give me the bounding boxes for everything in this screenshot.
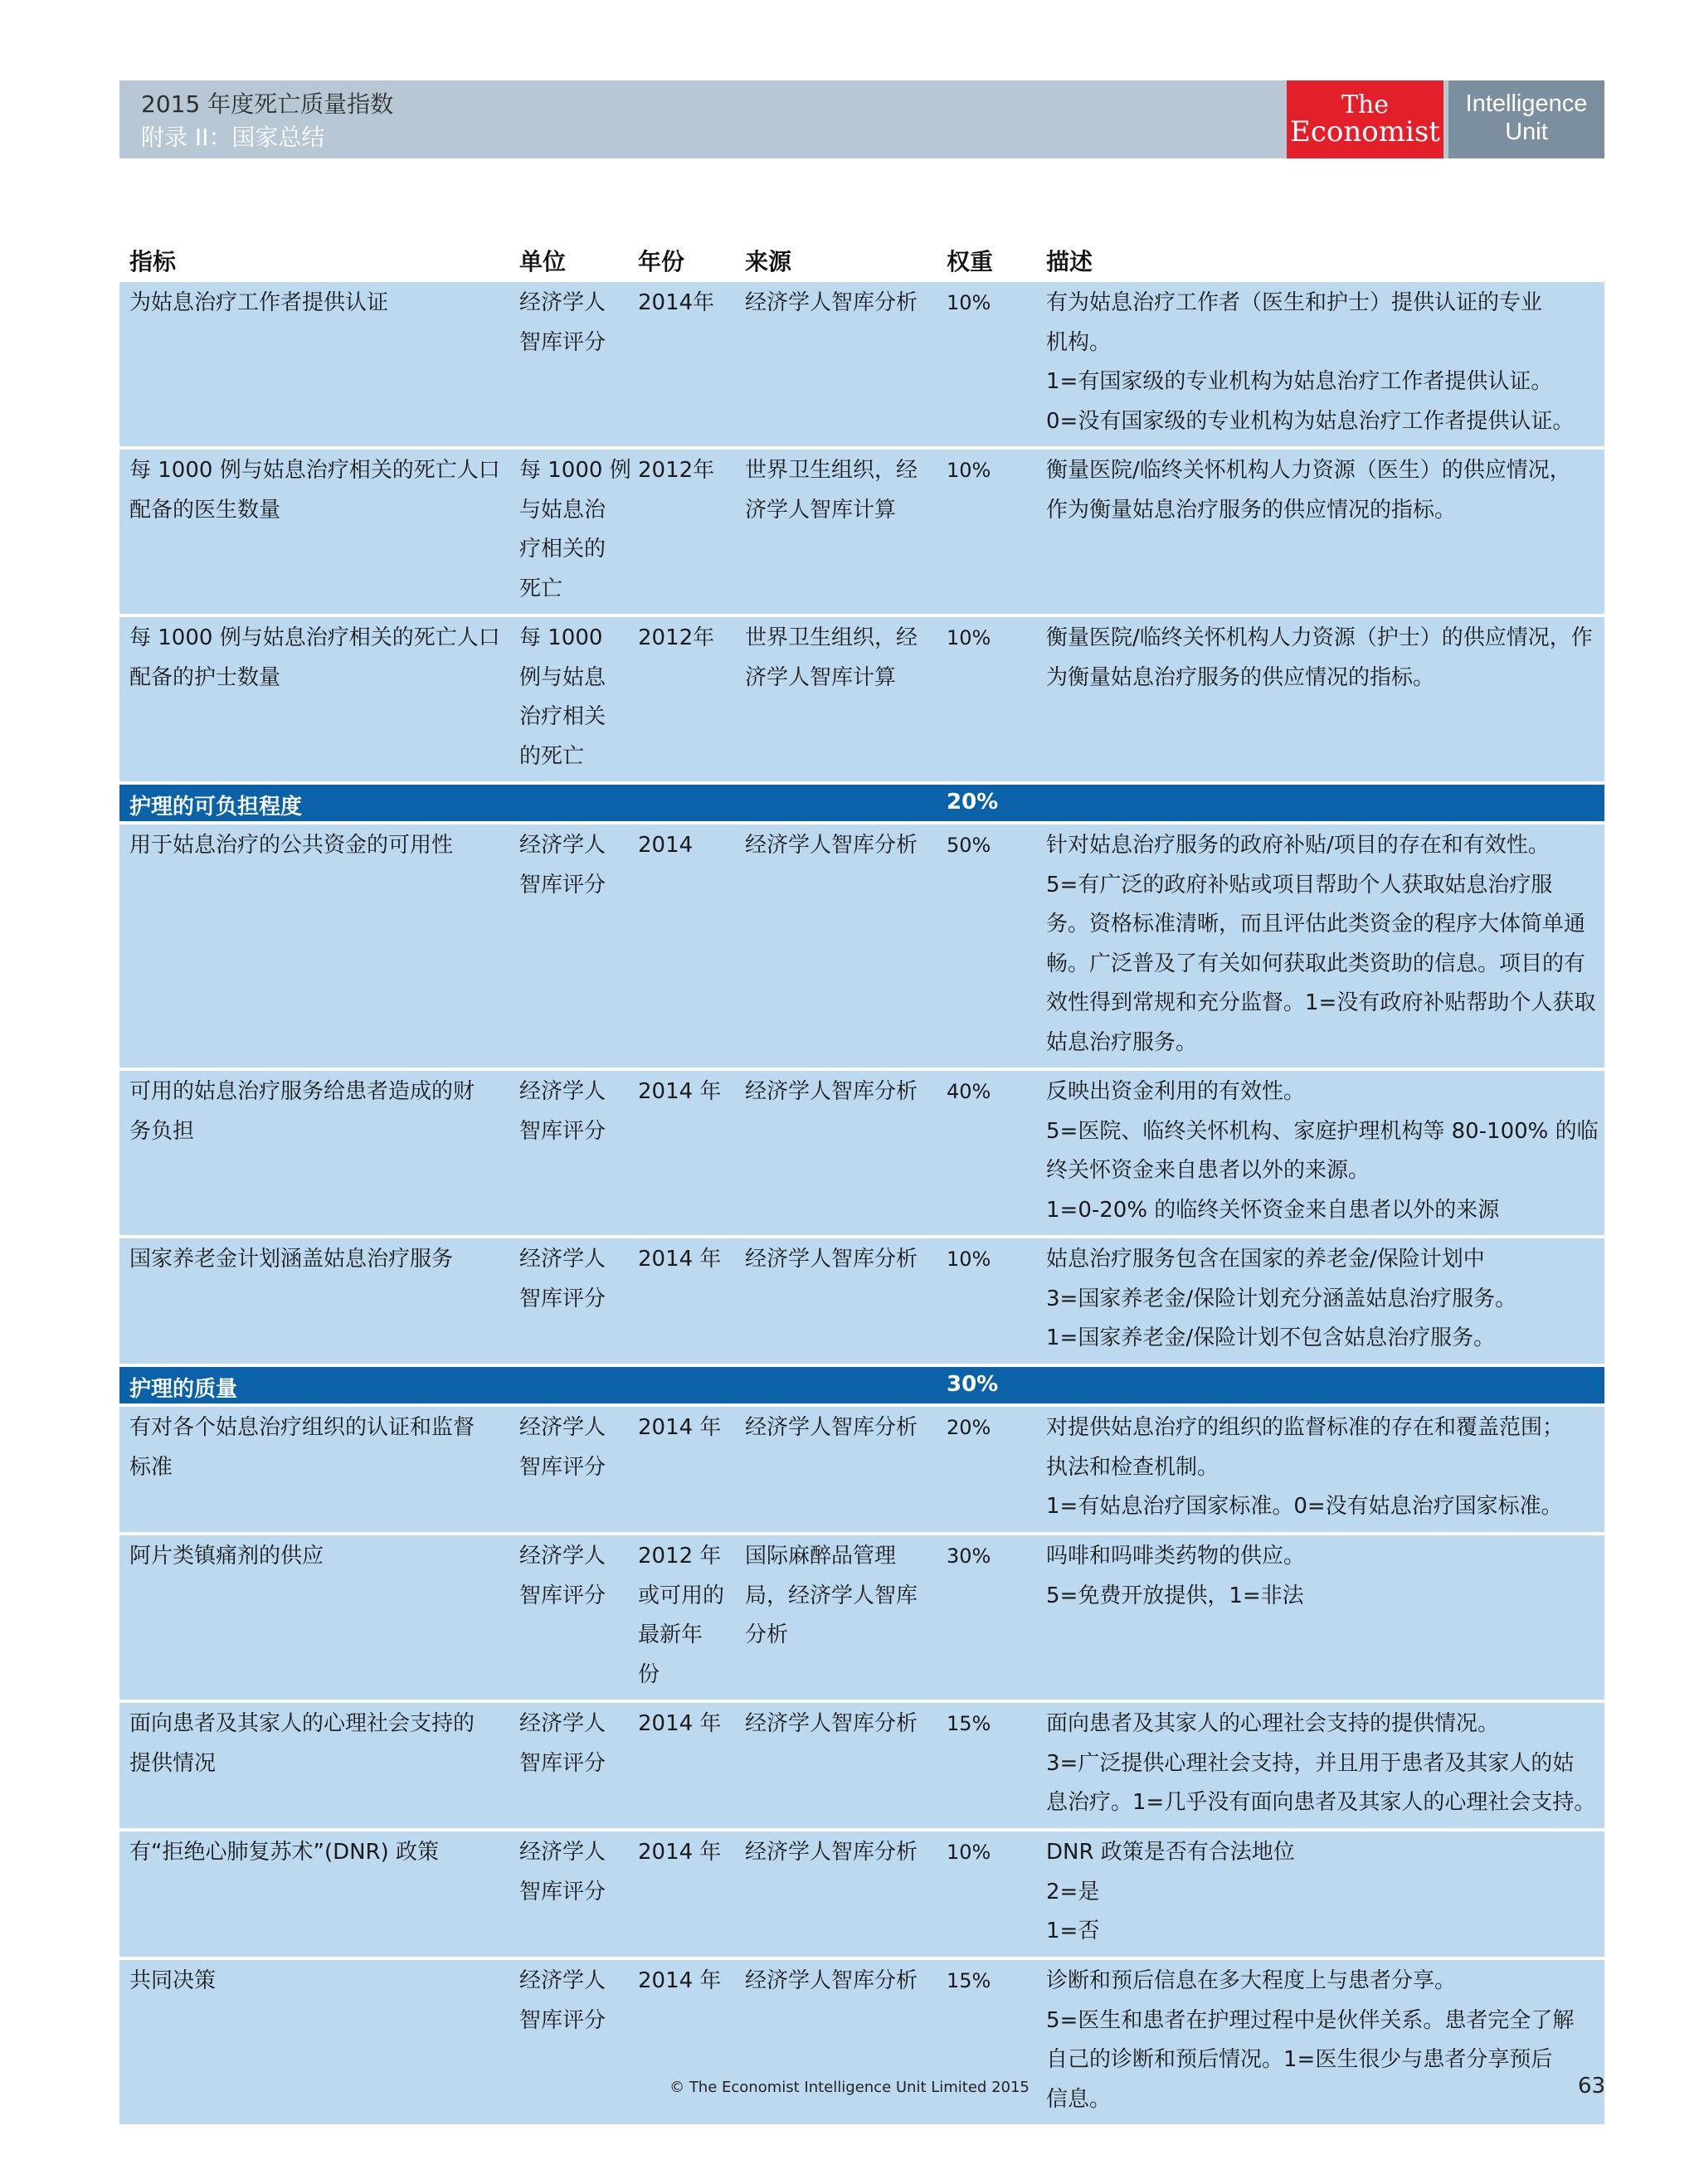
- cell-line: 2012年: [638, 458, 715, 483]
- cell-line: 智库评分: [519, 1454, 606, 1480]
- cell-weight: [947, 1535, 1030, 1577]
- cell-line: 10%: [947, 459, 991, 482]
- cell-line: 2=是: [1046, 1879, 1100, 1904]
- cell-line: 智库评分: [519, 1879, 606, 1904]
- cell-line: 智库评分: [519, 872, 606, 897]
- cell-description: [1046, 1238, 1602, 1359]
- cell-indicator: [129, 1407, 507, 1487]
- cell-line: 0=没有国家级的专业机构为姑息治疗工作者提供认证。: [1046, 408, 1575, 434]
- cell-weight: [947, 824, 1030, 866]
- cell-line: 反映出资金利用的有效性。: [1046, 1079, 1306, 1104]
- cell-indicator: [129, 1238, 507, 1280]
- cell-indicator: [129, 1535, 507, 1577]
- table-row: [119, 617, 1604, 785]
- cell-weight: [947, 1703, 1030, 1744]
- cell-indicator: [129, 824, 507, 866]
- cell-line: 2014 年: [638, 1968, 722, 1993]
- cell-line: 1=否: [1046, 1919, 1100, 1943]
- cell-description: [1046, 1407, 1602, 1527]
- cell-line: 2014 年: [638, 1079, 722, 1104]
- cell-line: 经济学人智库分析: [745, 290, 918, 315]
- table-row: [119, 824, 1604, 1071]
- cell-unit: [519, 1407, 627, 1487]
- cell-source: [745, 1071, 936, 1112]
- logo-line-1: The: [1341, 90, 1390, 119]
- cell-unit: [519, 1535, 627, 1616]
- cell-line: 10%: [947, 291, 991, 314]
- cell-source: [745, 1238, 936, 1280]
- cell-line: 的死亡: [519, 743, 585, 769]
- cell-line: 吗啡和吗啡类药物的供应。: [1046, 1544, 1306, 1569]
- cell-line: 每 1000 例与姑息治疗相关的死亡人口: [129, 458, 500, 483]
- cell-line: 衡量医院/临终关怀机构人力资源（医生）的供应情况，: [1046, 458, 1571, 483]
- cell-source: [745, 1960, 936, 2002]
- cell-description: [1046, 1071, 1602, 1230]
- cell-line: 1=有国家级的专业机构为姑息治疗工作者提供认证。: [1046, 369, 1553, 394]
- column-header-year: 年份: [638, 248, 685, 275]
- table-row: [119, 450, 1604, 617]
- cell-line: 世界卫生组织，经: [745, 458, 918, 483]
- cell-unit: [519, 1831, 627, 1912]
- cell-line: 配备的医生数量: [129, 497, 281, 523]
- cell-unit: [519, 824, 627, 905]
- cell-line: 1=有姑息治疗国家标准。0=没有姑息治疗国家标准。: [1046, 1494, 1563, 1519]
- logo-unit-line-1: Intelligence: [1465, 90, 1588, 117]
- cell-line: 分析: [745, 1622, 789, 1647]
- cell-line: 5=医院、临终关怀机构、家庭护理机构等 80-100% 的临: [1046, 1118, 1599, 1144]
- cell-line: 2014年: [638, 290, 715, 315]
- cell-line: 机构。: [1046, 329, 1112, 355]
- cell-line: 2014: [638, 833, 694, 858]
- cell-line: 经济学人: [519, 1079, 606, 1104]
- cell-weight: [947, 1960, 1030, 2002]
- cell-line: 经济学人智库分析: [745, 1247, 918, 1272]
- cell-line: 智库评分: [519, 1583, 606, 1608]
- cell-line: 3=广泛提供心理社会支持，并且用于患者及其家人的姑: [1046, 1750, 1575, 1776]
- cell-line: 经济学人智库分析: [745, 1415, 918, 1440]
- table-group-availability: [119, 282, 1604, 785]
- cell-indicator: [129, 282, 507, 323]
- cell-line: 经济学人: [519, 1247, 606, 1272]
- section-weight: 20%: [947, 790, 999, 815]
- cell-year: [638, 1960, 738, 2002]
- cell-line: 2014 年: [638, 1711, 722, 1736]
- cell-source: [745, 450, 936, 530]
- cell-unit: [519, 282, 627, 362]
- section-label: 护理的可负担程度: [129, 795, 303, 820]
- cell-line: 1=0-20% 的临终关怀资金来自患者以外的来源: [1046, 1197, 1500, 1223]
- column-header-unit: 单位: [519, 248, 567, 275]
- table-row: [119, 1831, 1604, 1960]
- cell-line: 务。资格标准清晰，而且评估此类资金的程序大体简单通: [1046, 912, 1586, 936]
- cell-line: 世界卫生组织，经: [745, 625, 918, 650]
- cell-weight: [947, 617, 1030, 659]
- cell-line: 执法和检查机制。: [1046, 1454, 1219, 1480]
- table-row: [119, 1238, 1604, 1367]
- cell-line: 息治疗。1=几乎没有面向患者及其家人的心理社会支持。: [1046, 1790, 1596, 1815]
- indicator-table: [119, 241, 1604, 2128]
- cell-line: 共同决策: [129, 1968, 217, 1993]
- cell-line: 标准: [129, 1454, 173, 1480]
- cell-weight: [947, 1238, 1030, 1280]
- cell-line: 自己的诊断和预后情况。1=医生很少与患者分享预后: [1046, 2047, 1553, 2072]
- cell-line: 经济学人智库分析: [745, 1079, 918, 1104]
- cell-line: 经济学人智库分析: [745, 1711, 918, 1736]
- cell-line: 例与姑息: [519, 664, 606, 690]
- cell-indicator: [129, 617, 507, 698]
- table-group-affordability: [119, 824, 1604, 1367]
- cell-line: 畅。广泛普及了有关如何获取此类资助的信息。项目的有: [1046, 951, 1586, 976]
- cell-weight: [947, 1071, 1030, 1112]
- table-row: [119, 1960, 1604, 2128]
- cell-line: 配备的护士数量: [129, 664, 281, 690]
- cell-unit: [519, 1238, 627, 1319]
- cell-line: 经济学人: [519, 290, 606, 315]
- section-row-affordability: [119, 785, 1604, 824]
- cell-line: 阿片类镇痛剂的供应: [129, 1544, 324, 1569]
- cell-source: [745, 1407, 936, 1448]
- cell-line: 诊断和预后信息在多大程度上与患者分享。: [1046, 1968, 1457, 1993]
- column-header-description: 描述: [1046, 248, 1093, 275]
- cell-line: 15%: [947, 1969, 991, 1992]
- cell-source: [745, 617, 936, 698]
- section-label: 护理的质量: [129, 1377, 238, 1402]
- cell-line: 经济学人: [519, 1968, 606, 1993]
- cell-line: 面向患者及其家人的心理社会支持的提供情况。: [1046, 1711, 1500, 1736]
- cell-line: 终关怀资金来自患者以外的来源。: [1046, 1158, 1370, 1183]
- cell-line: 40%: [947, 1080, 991, 1103]
- cell-line: 10%: [947, 1841, 991, 1864]
- report-subtitle: 附录 II：国家总结: [141, 124, 325, 151]
- cell-line: 针对姑息治疗服务的政府补贴/项目的存在和有效性。: [1046, 833, 1550, 858]
- cell-description: [1046, 824, 1602, 1063]
- cell-source: [745, 1831, 936, 1873]
- cell-line: 效性得到常规和充分监督。1=没有政府补贴帮助个人获取: [1046, 990, 1596, 1015]
- cell-source: [745, 824, 936, 866]
- cell-line: 务负担: [129, 1118, 195, 1144]
- cell-line: 与姑息治: [519, 497, 606, 523]
- cell-line: 用于姑息治疗的公共资金的可用性: [129, 833, 454, 858]
- cell-description: [1046, 1535, 1602, 1616]
- cell-line: 智库评分: [519, 1750, 606, 1776]
- cell-line: 国家养老金计划涵盖姑息治疗服务: [129, 1247, 454, 1272]
- cell-year: [638, 1407, 738, 1448]
- cell-line: 10%: [947, 626, 991, 649]
- cell-line: 济学人智库计算: [745, 664, 897, 690]
- cell-line: 20%: [947, 1416, 991, 1439]
- column-header-source: 来源: [745, 248, 792, 275]
- cell-line: 或可用的: [638, 1583, 725, 1608]
- cell-line: 经济学人: [519, 833, 606, 858]
- cell-line: 经济学人智库分析: [745, 1840, 918, 1865]
- cell-unit: [519, 1960, 627, 2041]
- cell-line: 2014 年: [638, 1415, 722, 1440]
- cell-line: 衡量医院/临终关怀机构人力资源（护士）的供应情况，作: [1046, 625, 1593, 650]
- cell-source: [745, 282, 936, 323]
- page-number: 63: [1578, 2074, 1606, 2099]
- cell-line: 有“拒绝心肺复苏术”(DNR) 政策: [129, 1840, 440, 1865]
- cell-description: [1046, 282, 1602, 441]
- cell-line: 可用的姑息治疗服务给患者造成的财: [129, 1079, 475, 1104]
- cell-line: 2012 年: [638, 1544, 722, 1569]
- cell-line: 经济学人智库分析: [745, 833, 918, 858]
- cell-line: DNR 政策是否有合法地位: [1046, 1840, 1295, 1865]
- table-group-quality: [119, 1407, 1604, 2128]
- cell-weight: [947, 1831, 1030, 1873]
- cell-line: 姑息治疗服务。: [1046, 1029, 1198, 1055]
- cell-description: [1046, 1831, 1602, 1952]
- cell-line: 死亡: [519, 576, 563, 601]
- cell-year: [638, 1831, 738, 1873]
- cell-source: [745, 1535, 936, 1656]
- column-header-weight: 权重: [947, 248, 994, 275]
- cell-line: 每 1000 例: [519, 458, 631, 483]
- table-row: [119, 282, 1604, 450]
- cell-line: 面向患者及其家人的心理社会支持的: [129, 1711, 475, 1736]
- cell-line: 5=医生和患者在护理过程中是伙伴关系。患者完全了解: [1046, 2007, 1575, 2033]
- cell-line: 国际麻醉品管理: [745, 1544, 897, 1569]
- cell-line: 15%: [947, 1712, 991, 1735]
- logo-line-2: Economist: [1290, 115, 1440, 148]
- cell-indicator: [129, 1703, 507, 1783]
- table-header: [119, 241, 1604, 282]
- cell-indicator: [129, 1831, 507, 1873]
- cell-line: 30%: [947, 1544, 991, 1568]
- cell-year: [638, 824, 738, 866]
- cell-unit: [519, 1703, 627, 1783]
- table-row: [119, 1703, 1604, 1831]
- cell-line: 2012年: [638, 625, 715, 650]
- cell-line: 2014 年: [638, 1247, 722, 1272]
- cell-line: 局，经济学人智库: [745, 1583, 918, 1608]
- cell-line: 3=国家养老金/保险计划充分涵盖姑息治疗服务。: [1046, 1286, 1517, 1311]
- cell-line: 信息。: [1046, 2086, 1112, 2112]
- table-row: [119, 1535, 1604, 1703]
- table-row: [119, 1071, 1604, 1238]
- cell-year: [638, 282, 738, 323]
- cell-line: 智库评分: [519, 1286, 606, 1311]
- cell-line: 5=免费开放提供，1=非法: [1046, 1583, 1304, 1608]
- copyright-notice: © The Economist Intelligence Unit Limited 2015: [669, 2079, 1030, 2096]
- intelligence-unit-logo: [1448, 80, 1604, 158]
- cell-line: 50%: [947, 834, 991, 857]
- cell-line: 经济学人: [519, 1711, 606, 1736]
- cell-source: [745, 1703, 936, 1744]
- cell-line: 疗相关的: [519, 537, 606, 562]
- cell-line: 有对各个姑息治疗组织的认证和监督: [129, 1415, 475, 1440]
- cell-line: 份: [638, 1661, 660, 1687]
- cell-unit: [519, 450, 631, 609]
- cell-line: 济学人智库计算: [745, 497, 897, 523]
- cell-year: [638, 1535, 738, 1695]
- cell-line: 2014 年: [638, 1840, 722, 1865]
- section-row-quality: [119, 1367, 1604, 1407]
- cell-year: [638, 450, 738, 491]
- cell-indicator: [129, 1960, 507, 2002]
- cell-line: 智库评分: [519, 329, 606, 355]
- cell-line: 每 1000 例与姑息治疗相关的死亡人口: [129, 625, 500, 650]
- cell-line: 姑息治疗服务包含在国家的养老金/保险计划中: [1046, 1247, 1485, 1272]
- cell-description: [1046, 1703, 1602, 1823]
- cell-line: 每 1000: [519, 625, 603, 650]
- cell-year: [638, 1071, 738, 1112]
- cell-year: [638, 1703, 738, 1744]
- cell-line: 有为姑息治疗工作者（医生和护士）提供认证的专业: [1046, 290, 1543, 315]
- logo-unit-line-2: Unit: [1505, 119, 1548, 145]
- cell-line: 为姑息治疗工作者提供认证: [129, 290, 389, 315]
- cell-line: 经济学人: [519, 1840, 606, 1865]
- column-header-indicator: 指标: [129, 248, 177, 275]
- cell-line: 经济学人: [519, 1544, 606, 1569]
- cell-indicator: [129, 1071, 507, 1151]
- cell-year: [638, 617, 738, 659]
- economist-logo: [1287, 80, 1443, 158]
- cell-line: 作为衡量姑息治疗服务的供应情况的指标。: [1046, 497, 1457, 523]
- cell-line: 智库评分: [519, 2007, 606, 2033]
- cell-year: [638, 1238, 738, 1280]
- cell-weight: [947, 282, 1030, 323]
- cell-line: 经济学人智库分析: [745, 1968, 918, 1993]
- cell-line: 1=国家养老金/保险计划不包含姑息治疗服务。: [1046, 1325, 1496, 1350]
- cell-unit: [519, 617, 627, 776]
- cell-line: 治疗相关: [519, 704, 606, 729]
- cell-indicator: [129, 450, 507, 530]
- cell-weight: [947, 450, 1030, 491]
- cell-line: 5=有广泛的政府补贴或项目帮助个人获取姑息治疗服: [1046, 872, 1553, 897]
- cell-line: 10%: [947, 1248, 991, 1271]
- cell-description: [1046, 450, 1602, 530]
- cell-line: 提供情况: [129, 1750, 217, 1776]
- section-weight: 30%: [947, 1372, 999, 1397]
- cell-line: 智库评分: [519, 1118, 606, 1144]
- cell-weight: [947, 1407, 1030, 1448]
- cell-line: 对提供姑息治疗的组织的监督标准的存在和覆盖范围；: [1046, 1415, 1565, 1440]
- table-row: [119, 1407, 1604, 1535]
- cell-line: 经济学人: [519, 1415, 606, 1440]
- cell-unit: [519, 1071, 627, 1151]
- cell-description: [1046, 617, 1602, 698]
- cell-line: 最新年: [638, 1622, 703, 1647]
- cell-line: 为衡量姑息治疗服务的供应情况的指标。: [1046, 664, 1435, 690]
- report-title: 2015 年度死亡质量指数: [141, 90, 394, 118]
